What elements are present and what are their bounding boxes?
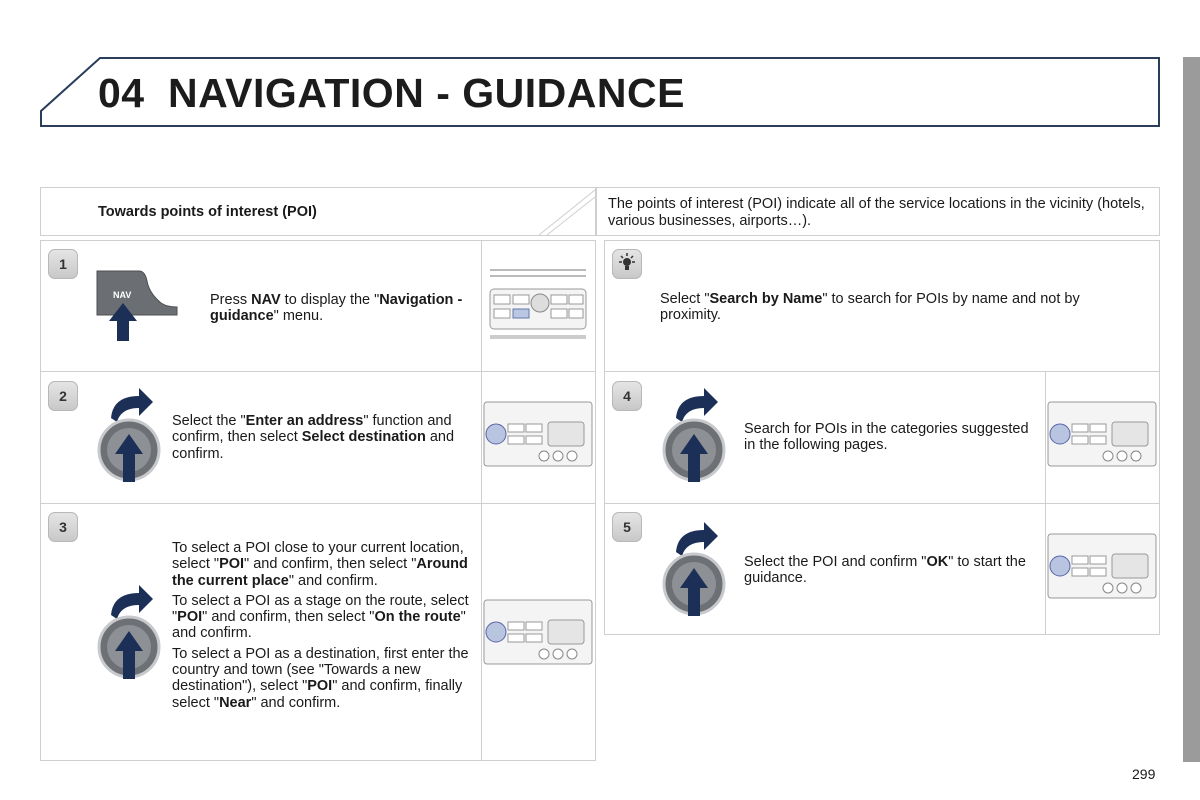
step-2-text: Select the "Enter an address" function and confirm, then select Select destination and confirm. [172,413,455,462]
step-paragraph: To select a POI close to your current location, select "POI" and confirm, then select "Around the current place" and confirm. [172,540,468,589]
radio-panel-knob [1046,504,1158,634]
radio-panel-nav [482,241,594,371]
section-title-box [40,187,596,236]
side-tab-strip [1183,57,1200,762]
step-5-text: Select the POI and confirm "OK" to start the guidance. [744,554,1026,587]
radio-panel-image [1045,504,1161,634]
step-badge: 5 [612,512,642,542]
radio-panel-knob [482,372,594,503]
step-2-box [40,371,596,504]
tip-text: Select "Search by Name" to search for POIs by name and not by proximity. [660,291,1080,324]
chapter-title: NAVIGATION - GUIDANCE [168,70,685,116]
chapter-number: 04 [98,70,145,116]
step-3-box [40,503,596,761]
radio-panel-image [481,372,597,503]
step-badge: 3 [48,512,78,542]
lamp-icon [612,249,642,279]
radio-panel-image [481,504,597,760]
step-4-text: Search for POIs in the categories suggested in the following pages. [744,421,1029,454]
section-title: Towards points of interest (POI) [98,204,317,220]
rotary-knob-icon [662,388,732,483]
intro-description-box [596,187,1160,236]
tip-badge [612,249,642,279]
rotary-knob-icon [662,522,732,617]
step-paragraph: To select a POI as a destination, first enter the country and town (see "Towards a new destination"), select "POI" and confirm, finally select "Near" and confirm. [172,645,469,711]
nav-button-label: NAV [113,290,132,300]
nav-button-icon [91,267,191,347]
step-paragraph: To select a POI as a stage on the route, select "POI" and confirm, then select "On the route" and confirm. [172,592,469,642]
rotary-knob-icon [97,585,167,680]
radio-panel-knob [1046,372,1158,503]
intro-description: The points of interest (POI) indicate all of the service locations in the vicinity (hotels, various businesses, airports…). [608,196,1145,229]
corner-decoration [537,188,597,237]
step-5-box [604,503,1160,635]
tip-box [604,240,1160,372]
step-1-box [40,240,596,372]
step-3-text [172,540,472,715]
radio-panel-image [1045,372,1161,503]
radio-panel-knob [482,504,594,760]
radio-panel-image [481,241,597,371]
step-1-text: Press NAV to display the "Navigation - guidance" menu. [210,292,463,325]
step-badge: 1 [48,249,78,279]
step-badge: 4 [612,381,642,411]
rotary-knob-icon [97,388,167,483]
step-4-box [604,371,1160,504]
step-badge: 2 [48,381,78,411]
page-number: 299 [1132,766,1156,782]
